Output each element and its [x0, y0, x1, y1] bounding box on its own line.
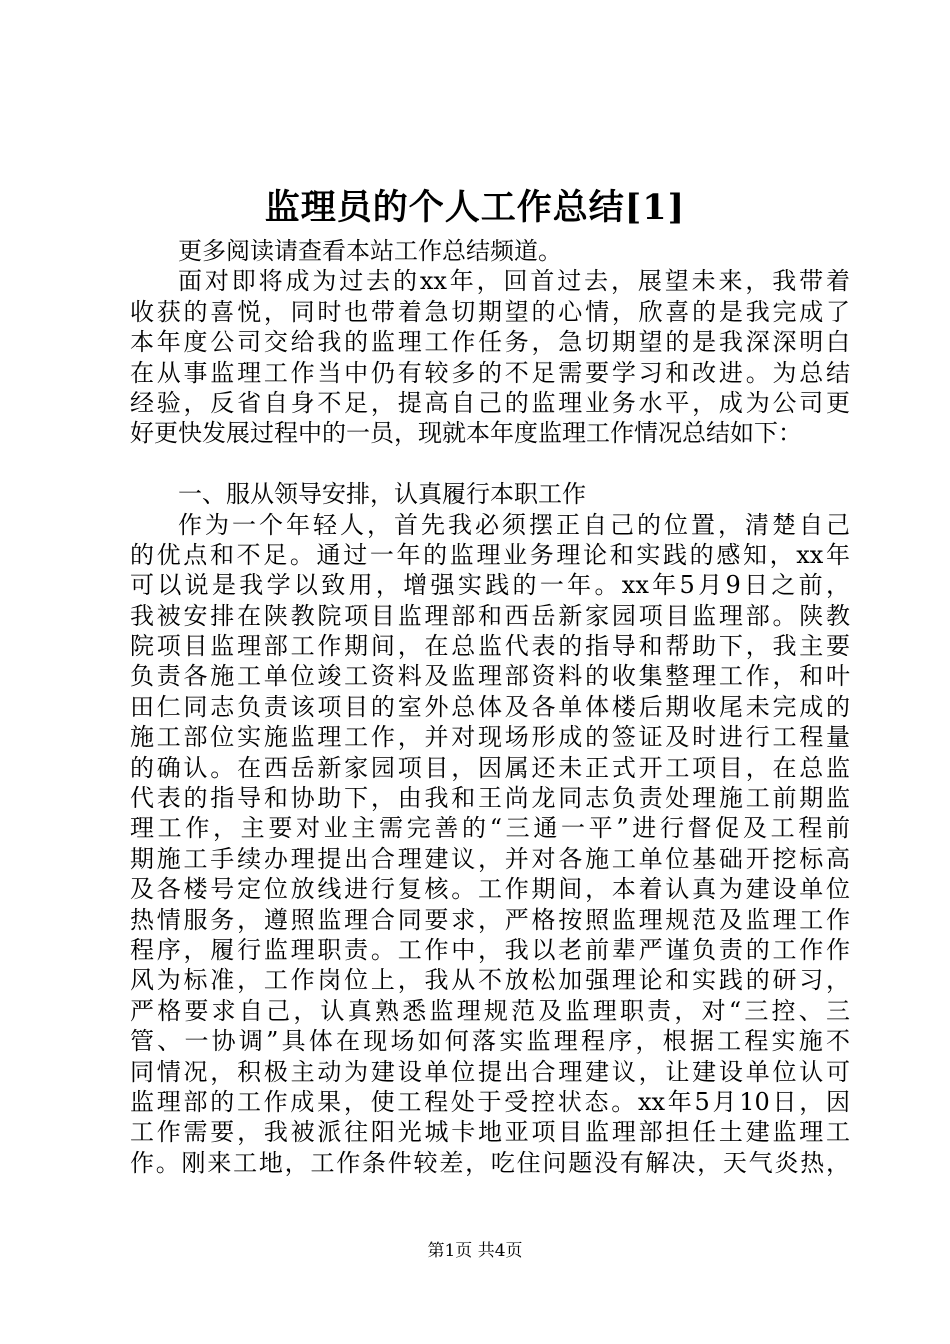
paragraph-line: 管、一协调”具体在现场如何落实监理程序，根据工程实施不 — [130, 1027, 850, 1056]
paragraph-line: 可以说是我学以致用，增强实践的一年。xx年5月9日之前， — [130, 571, 850, 600]
paragraph-line: 经验，反省自身不足，提高自己的监理业务水平，成为公司更 — [130, 388, 850, 417]
paragraph-line: 好更快发展过程中的一员，现就本年度监理工作情况总结如下： — [130, 419, 802, 448]
paragraph-line: 风为标准，工作岗位上，我从不放松加强理论和实践的研习， — [130, 966, 850, 995]
paragraph-line: 的优点和不足。通过一年的监理业务理论和实践的感知，xx年 — [130, 540, 850, 569]
section-heading: 一、服从领导安排，认真履行本职工作 — [178, 480, 586, 509]
paragraph-line: 监理部的工作成果，使工程处于受控状态。xx年5月10日，因 — [130, 1087, 850, 1116]
paragraph-line: 面对即将成为过去的xx年，回首过去，展望未来，我带着 — [178, 267, 850, 296]
paragraph-line: 工作需要，我被派往阳光城卡地亚项目监理部担任土建监理工 — [130, 1118, 850, 1147]
paragraph-line: 程序，履行监理职责。工作中，我以老前辈严谨负责的工作作 — [130, 935, 850, 964]
paragraph-line: 期施工手续办理提出合理建议，并对各施工单位基础开挖标高 — [130, 844, 850, 873]
paragraph-line: 代表的指导和协助下，由我和王尚龙同志负责处理施工前期监 — [130, 784, 850, 813]
blank-line — [130, 449, 850, 479]
paragraph-line: 田仁同志负责该项目的室外总体及各单体楼后期收尾未完成的 — [130, 692, 850, 721]
paragraph-line: 的确认。在西岳新家园项目，因属还未正式开工项目，在总监 — [130, 753, 850, 782]
paragraph-line: 同情况，积极主动为建设单位提出合理建议，让建设单位认可 — [130, 1057, 850, 1086]
intro-line: 更多阅读请查看本站工作总结频道。 — [178, 237, 562, 265]
page-number: 第1页 共4页 — [427, 1241, 523, 1261]
paragraph-line: 收获的喜悦，同时也带着急切期望的心情，欣喜的是我完成了 — [130, 297, 850, 326]
document-body — [130, 236, 850, 1178]
document-title: 监理员的个人工作总结[1] — [264, 187, 686, 228]
paragraph-line: 热情服务，遵照监理合同要求，严格按照监理规范及监理工作 — [130, 905, 850, 934]
paragraph-line: 及各楼号定位放线进行复核。工作期间，本着认真为建设单位 — [130, 875, 850, 904]
paragraph-line: 严格要求自己，认真熟悉监理规范及监理职责，对“三控、三 — [130, 996, 850, 1025]
paragraph-line: 作为一个年轻人，首先我必须摆正自己的位置，清楚自己 — [178, 510, 850, 539]
paragraph-line: 在从事监理工作当中仍有较多的不足需要学习和改进。为总结 — [130, 358, 850, 387]
paragraph-line: 负责各施工单位竣工资料及监理部资料的收集整理工作，和叶 — [130, 662, 850, 691]
paragraph-line: 院项目监理部工作期间，在总监代表的指导和帮助下，我主要 — [130, 632, 850, 661]
paragraph-line: 理工作，主要对业主需完善的“三通一平”进行督促及工程前 — [130, 814, 850, 843]
paragraph-line: 本年度公司交给我的监理工作任务，急切期望的是我深深明白 — [130, 328, 850, 357]
paragraph-line: 我被安排在陕教院项目监理部和西岳新家园项目监理部。陕教 — [130, 601, 850, 630]
paragraph-line: 施工部位实施监理工作，并对现场形成的签证及时进行工程量 — [130, 723, 850, 752]
paragraph-line: 作。刚来工地，工作条件较差，吃住问题没有解决，天气炎热， — [130, 1148, 850, 1177]
